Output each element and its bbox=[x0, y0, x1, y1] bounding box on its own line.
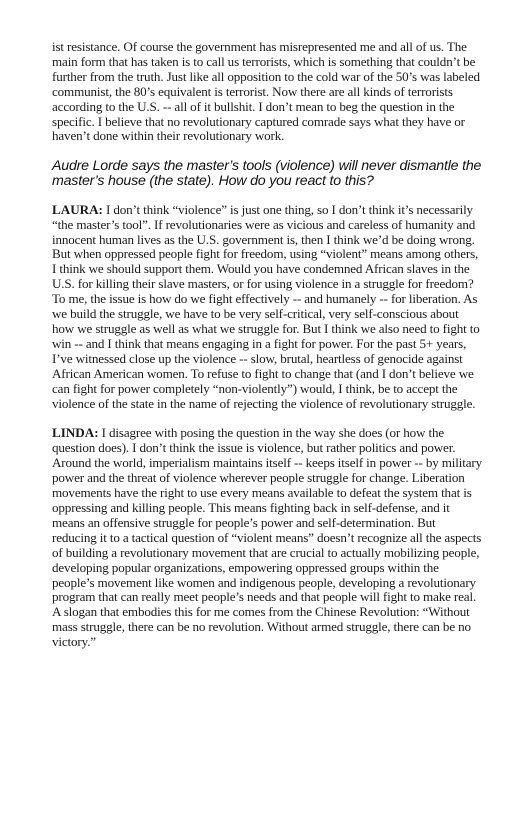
answer-text-linda: I disagree with posing the question in the way she does (or how the question does). I don’t think the issue is violence, but rather politics and power. Around the world, imperialism maintains itself -- keeps itself in power -- by military power and the threat of violence wherever people struggle for change. Liberation movements have the right to use every means available to defeat the system that is oppressing and killing people. This means fighting back in self-defense, and it means an offensive struggle for people’s power and self-determination. But reducing it to a tactical question of “violent means” doesn’t recognize all the aspects of building a revolutionary movement that are crucial to actually mobilizing people, developing popular organizations, empowering oppressed groups within the people’s movement like women and indigenous people, developing a revolutionary program that can really meet people’s needs and that people will fight to make real. A slogan that embodies this for me comes from the Chinese Revolution: “Without mass struggle, there can be no revolution. Without armed struggle, there can be no victory.” bbox=[52, 425, 483, 650]
answer-linda bbox=[52, 426, 483, 650]
interview-question: Audre Lorde says the master’s tools (violence) will never dismantle the master’s house (the state). How do you react to this? bbox=[52, 158, 482, 189]
answer-text-laura: I don’t think “violence” is just one thing, so I don’t think it’s necessarily “the master’s tool”. If revolutionaries were as vicious and careless of humanity and innocent human lives as the U.S. government is, then I think we’d be doing wrong. But when oppressed people fight for freedom, using “violent” means among others, I think we should support them. Would you have condemned African slaves in the U.S. for killing their slave masters, or for using violence in a struggle for freedom? To me, the issue is how do we fight effectively -- and humanely -- for liberation. As we build the struggle, we have to be very self-critical, very self-conscious about how we struggle as well as what we struggle for. But I think we also need to fight to win -- and I think that means engaging in a fight for power. For the past 5+ years, I’ve witnessed close up the violence -- slow, brutal, heartless of genocide against African American women. To refuse to fight to change that (and I don’t believe we can fight for power completely “non-violently”) would, I think, be to accept the violence of the state in the name of rejecting the violence of revolutionary struggle. bbox=[52, 201, 480, 411]
document-page bbox=[52, 40, 483, 650]
speaker-label-linda: LINDA: bbox=[52, 425, 99, 441]
answer-laura bbox=[52, 203, 483, 412]
speaker-label-laura: LAURA: bbox=[52, 201, 103, 217]
intro-paragraph: ist resistance. Of course the government has misrepresented me and all of us. The main form that has taken is to call us terrorists, which is something that couldn’t be further from the truth. Just like all opposition to the cold war of the 50’s was labeled communist, the 80’s equivalent is terrorist. Now there are all kinds of terrorists according to the U.S. -- all of it bullshit. I don’t mean to beg the question in the specific. I believe that no revolutionary captured comrade says what they have or haven’t done within their revolutionary work. bbox=[52, 39, 480, 144]
